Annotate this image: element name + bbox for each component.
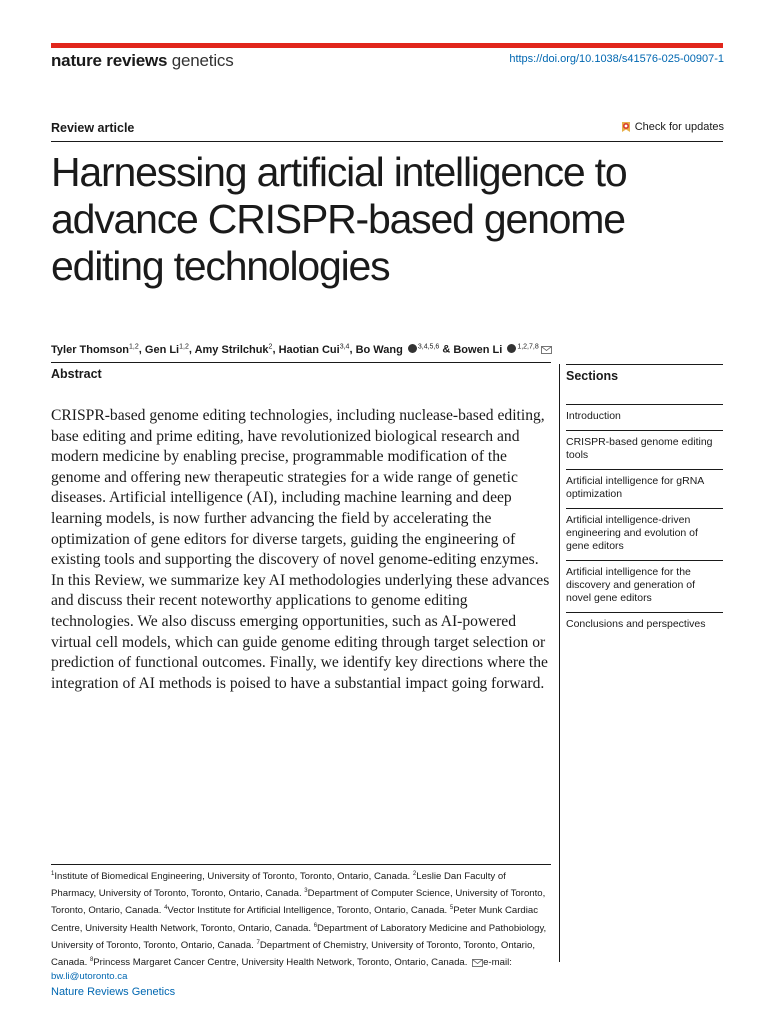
- affiliations-rule: [51, 864, 551, 865]
- affiliation-sup: 2: [412, 871, 417, 877]
- section-link[interactable]: Artificial intelligence-driven engineering and evolution of gene editors: [566, 508, 723, 560]
- affiliation-text: Department of Computer Science, University of Toronto, Toronto, Ontario, Canada.: [51, 888, 546, 917]
- affiliations: [51, 867, 551, 984]
- affiliation-text: Princess Margaret Cancer Centre, University Health Network, Toronto, Ontario, Canada.: [93, 957, 471, 969]
- journal-accent-bar: [51, 43, 723, 48]
- abstract-heading: Abstract: [51, 367, 102, 381]
- sections-heading: Sections: [566, 369, 619, 383]
- affiliation-text: Vector Institute for Artificial Intelligence, Toronto, Ontario, Canada.: [167, 905, 450, 917]
- section-link[interactable]: CRISPR-based genome editing tools: [566, 430, 723, 469]
- check-for-updates-button[interactable]: [620, 121, 724, 133]
- author-name: Haotian Cui: [278, 343, 340, 356]
- affiliation-text: Institute of Biomedical Engineering, University of Toronto, Toronto, Ontario, Canada.: [54, 871, 413, 883]
- check-updates-label: Check for updates: [634, 121, 724, 133]
- abstract-rule: [51, 362, 551, 363]
- article-title: Harnessing artificial intelligence to advance CRISPR-based genome editing technologies: [51, 149, 627, 289]
- affiliation-sup: 3: [304, 888, 308, 895]
- orcid-icon[interactable]: [507, 344, 516, 353]
- article-type: Review article: [51, 121, 135, 135]
- mail-icon: [472, 959, 483, 967]
- check-updates-icon: [620, 121, 632, 133]
- author-affiliation-sup: 1,2: [179, 343, 189, 350]
- author[interactable]: [145, 344, 189, 356]
- author-name: Gen Li: [144, 343, 180, 356]
- affiliation-sup: 5: [449, 905, 454, 912]
- author-list: Tyler Thomson$^{1,2}$, Gen Li$^{1,2}$, Amy Strilchuk$^2$, Haotian Cui$^{3,4}$, Bo Wang $^{3,4,5,6}$ & Bowen Li $^{1,2,7,8}$: [51, 343, 552, 356]
- author[interactable]: [453, 344, 551, 356]
- sections-list: [566, 404, 723, 638]
- author-affiliation-sup: 3,4,5,6: [417, 343, 440, 350]
- affiliation-text: Leslie Dan Faculty of Pharmacy, University of Toronto, Toronto, Ontario, Canada.: [51, 871, 506, 900]
- title-rule: [51, 141, 723, 142]
- journal-name-light: genetics: [167, 51, 234, 70]
- email-label: e-mail:: [483, 957, 512, 969]
- sections-rule: [566, 364, 723, 365]
- affiliation-sup: 4: [164, 905, 168, 912]
- journal-name: [51, 51, 234, 71]
- email-link[interactable]: bw.li@utoronto.ca: [51, 971, 128, 983]
- author[interactable]: [279, 344, 350, 356]
- abstract-text: CRISPR-based genome editing technologies, including nuclease-based editing, base editing and prime editing, have revolutionized biological research and modern medicine by enabling precise, programmable modification of the genome and offering new therapeutic strategies for a wide range of genetic diseases. Artificial intelligence (AI), including machine learning and deep learning models, is now further advancing the field by accelerating the optimization of gene editors for diverse targets, guiding the engineering of existing tools and supporting the discovery of novel genome-editing enzymes. In this Review, we summarize key AI methodologies underlying these advances and discuss their recent noteworthy applications to genome editing technologies. We also discuss emerging opportunities, such as AI-powered virtual cell models, which can guide genome editing through target selection or prediction of functional outcomes. Finally, we identify key directions where the integration of AI methods is poised to have a substantial impact going forward.: [51, 407, 550, 692]
- section-link[interactable]: Conclusions and perspectives: [566, 612, 723, 638]
- journal-name-bold: nature reviews: [51, 51, 168, 70]
- author[interactable]: [51, 344, 139, 356]
- section-link[interactable]: Artificial intelligence for gRNA optimization: [566, 469, 723, 508]
- author-name: Amy Strilchuk: [194, 343, 269, 356]
- affiliation-text: Department of Laboratory Medicine and Pathobiology, University of Toronto, Toronto, Ontario, Canada.: [51, 922, 547, 951]
- section-link[interactable]: Artificial intelligence for the discovery and generation of novel gene editors: [566, 560, 723, 612]
- section-link[interactable]: Introduction: [566, 404, 723, 430]
- mail-icon: [541, 346, 552, 354]
- author-name: Bowen Li: [453, 343, 503, 356]
- doi-link[interactable]: https://doi.org/10.1038/s41576-025-00907-1: [509, 53, 724, 65]
- author-affiliation-sup: 3,4: [339, 343, 350, 350]
- author[interactable]: [356, 344, 440, 356]
- author-name: Bo Wang: [355, 343, 403, 356]
- affiliation-sup: 7: [256, 939, 260, 946]
- column-divider: [559, 364, 560, 962]
- footer-journal[interactable]: Nature Reviews Genetics: [51, 986, 176, 998]
- affiliation-sup: 6: [313, 922, 318, 929]
- author-affiliation-sup: 1,2,7,8: [517, 343, 539, 350]
- author[interactable]: [195, 344, 273, 356]
- affiliation-text: Department of Chemistry, University of Toronto, Toronto, Ontario, Canada.: [51, 939, 535, 969]
- author-affiliation-sup: 1,2: [129, 343, 139, 350]
- author-affiliation-sup: 2: [268, 343, 273, 350]
- orcid-icon[interactable]: [408, 344, 417, 353]
- author-name: Tyler Thomson: [51, 343, 130, 356]
- affiliation-text: Peter Munk Cardiac Centre, University Health Network, Toronto, Ontario, Canada.: [51, 905, 538, 934]
- affiliation-sup: 1: [51, 871, 55, 877]
- affiliation-sup: 8: [89, 956, 94, 963]
